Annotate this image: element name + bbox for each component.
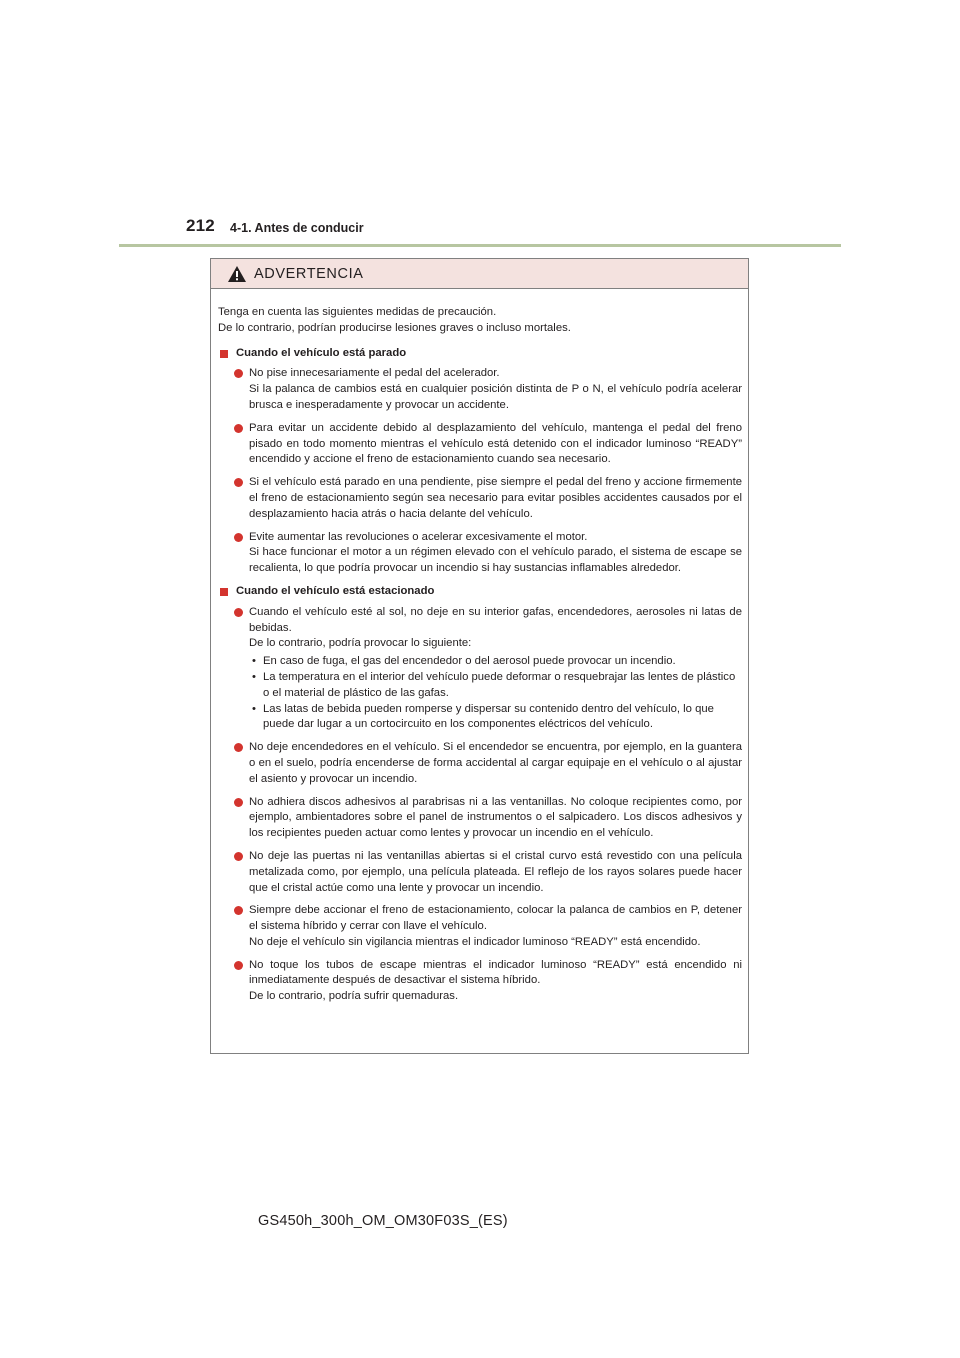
warning-item — [218, 740, 742, 787]
item-text: Cuando el vehículo esté al sol, no deje en su interior gafas, encendedores, aerosoles ni latas de bebidas. — [249, 605, 742, 634]
bullet-icon — [234, 743, 243, 752]
bullet-icon — [234, 369, 243, 378]
item-text: De lo contrario, podría provocar lo siguiente: — [249, 637, 472, 650]
item-text: No pise innecesariamente el pedal del acelerador. — [249, 367, 500, 380]
warning-item — [218, 849, 742, 896]
warning-item — [218, 530, 742, 577]
warning-intro — [218, 305, 742, 337]
page-number: 212 — [186, 216, 215, 235]
warning-item — [218, 605, 742, 733]
item-text: Evite aumentar las revoluciones o acelerar excesivamente el motor. — [249, 530, 588, 543]
item-text: No deje encendedores en el vehículo. Si el encendedor se encuentra, por ejemplo, en la guantera o en el suelo, podría encenderse de forma accidental al cargar equipaje en el vehículo o al ajustar el asiento y provocar un incendio. — [249, 741, 742, 785]
warning-item — [218, 475, 742, 522]
sub-list-item: • En caso de fuga, el gas del encendedor o del aerosol puede provocar un incendio. — [249, 654, 742, 670]
item-text: No deje el vehículo sin vigilancia mientras el indicador luminoso “READY” está encendido. — [249, 935, 701, 948]
item-text: Si la palanca de cambios está en cualquier posición distinta de P o N, el vehículo podría acelerar brusca e inesperadamente y provocar un accidente. — [249, 383, 742, 411]
warning-item — [218, 366, 742, 413]
item-text: Si hace funcionar el motor a un régimen elevado con el vehículo parado, el sistema de escape se recalienta, lo que podría provocar un incendio si hay sustancias inflamables alrededor. — [249, 546, 742, 575]
warning-box — [210, 258, 749, 1054]
warning-item — [218, 958, 742, 1005]
item-text: De lo contrario, podría sufrir quemaduras. — [249, 990, 459, 1003]
bullet-icon — [234, 424, 243, 433]
item-text: Si el vehículo está parado en una pendiente, pise siempre el pedal del freno y accione firmemente el freno de estacionamiento según sea necesario para evitar posibles accidentes causados por el desplazamiento hacia atrás o hacia delante del vehículo. — [249, 476, 742, 520]
bullet-icon — [234, 961, 243, 970]
bullet-icon — [234, 906, 243, 915]
warning-title: ADVERTENCIA — [254, 265, 364, 282]
warning-header — [211, 259, 748, 289]
sub-list-item: • La temperatura en el interior del vehículo puede deformar o resquebrajar las lentes de plástico o el material de plástico de las gafas. — [249, 670, 742, 702]
section-title: 4-1. Antes de conducir — [230, 221, 364, 235]
bullet-icon — [234, 798, 243, 807]
warning-item — [218, 421, 742, 468]
intro-line: De lo contrario, podrían producirse lesiones graves o incluso mortales. — [218, 321, 571, 334]
item-text: No adhiera discos adhesivos al parabrisas ni a las ventanillas. No coloque recipientes como, por ejemplo, ambientadores sobre el panel de instrumentos o el salpicadero. Los discos adhesivos y los recipientes pueden actuar como lentes y provocar un incendio en el vehículo. — [249, 795, 742, 840]
section-heading-stationed: Cuando el vehículo está estacionado — [218, 584, 742, 600]
intro-line: Tenga en cuenta las siguientes medidas de precaución. — [218, 306, 497, 318]
warning-triangle-icon — [227, 265, 247, 283]
section-heading-parked: Cuando el vehículo está parado — [218, 346, 742, 362]
item-text: Para evitar un accidente debido al desplazamiento del vehículo, mantenga el pedal del freno pisado en todo momento mientras el vehículo está detenido con el indicador luminoso “READY” encendido y accione el freno de estacionamiento cuando sea necesario. — [249, 421, 742, 466]
bullet-icon — [234, 478, 243, 487]
bullet-icon — [234, 533, 243, 542]
sub-list-item: • Las latas de bebida pueden romperse y dispersar su contenido dentro del vehículo, lo que puede dar lugar a un cortocircuito en los componentes eléctricos del vehículo. — [249, 702, 742, 734]
item-text: No deje las puertas ni las ventanillas abiertas si el cristal curvo está revestido con una película metalizada como, por ejemplo, una película plateada. El reflejo de los rayos solares puede hacer que el cristal actúe como una lente y provocar un incendio. — [249, 849, 742, 894]
warning-item — [218, 795, 742, 842]
item-text: Siempre debe accionar el freno de estacionamiento, colocar la palanca de cambios en P, detener el sistema híbrido y cerrar con llave el vehículo. — [249, 904, 742, 933]
warning-body — [211, 289, 748, 1005]
sub-list — [249, 654, 742, 733]
warning-item — [218, 903, 742, 950]
document-code: GS450h_300h_OM_OM30F03S_(ES) — [258, 1213, 508, 1229]
header-divider — [119, 244, 841, 247]
item-text: No toque los tubos de escape mientras el indicador luminoso “READY” está encendido ni inmediatamente después de desactivar el sistema híbrido. — [249, 958, 742, 987]
bullet-icon — [234, 608, 243, 617]
bullet-icon — [234, 852, 243, 861]
